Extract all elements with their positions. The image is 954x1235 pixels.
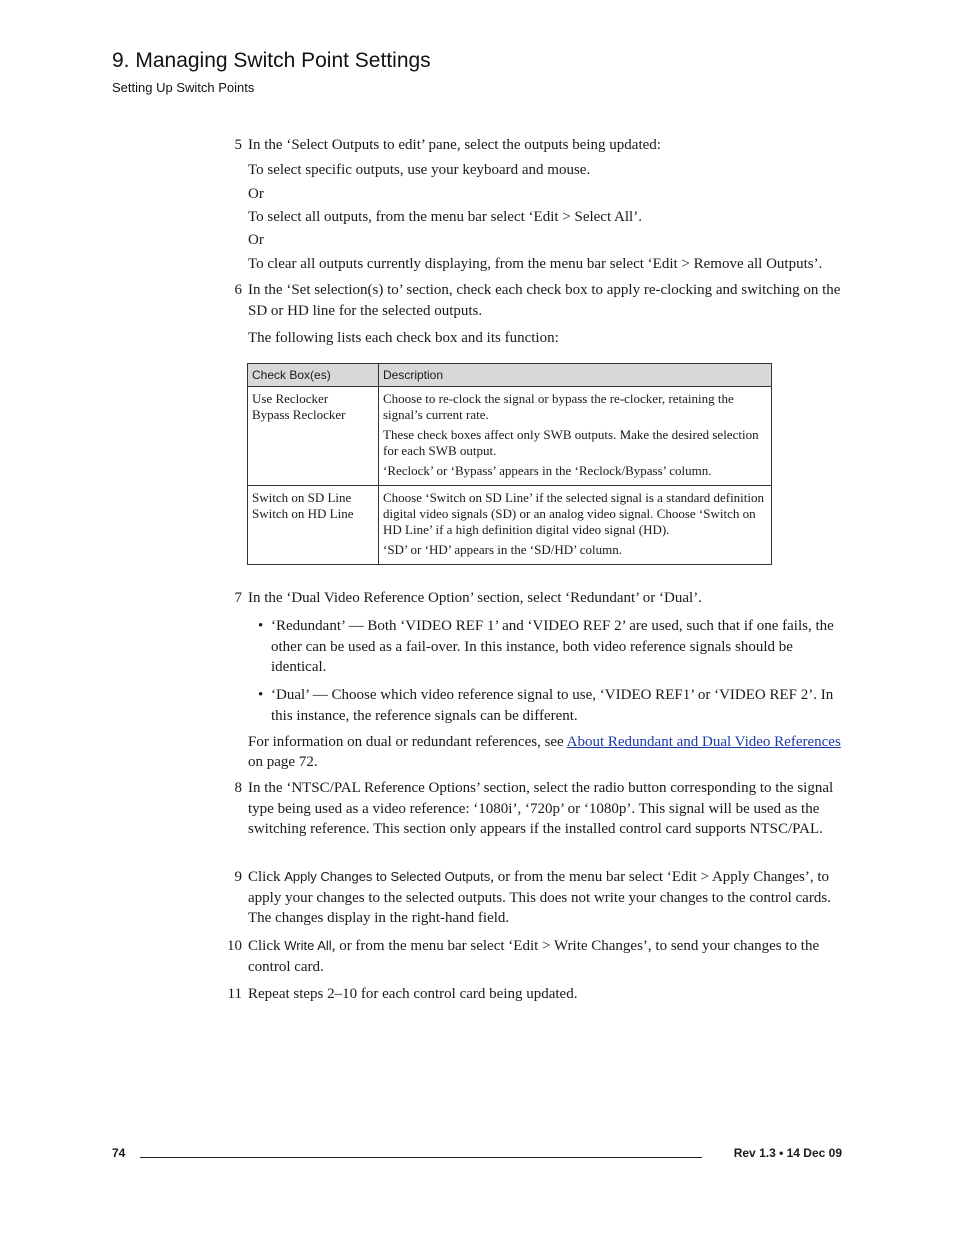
step-9 bbox=[200, 867, 845, 929]
check-box-cell bbox=[248, 387, 379, 486]
step-8 bbox=[200, 778, 845, 840]
column-header-check-boxes: Check Box(es) bbox=[248, 364, 379, 387]
page-number: 74 bbox=[112, 1146, 126, 1160]
step-10 bbox=[200, 936, 845, 977]
step-5-option-specific: To select specific outputs, use your keyboard and mouse. bbox=[248, 162, 591, 178]
step-text bbox=[248, 936, 845, 977]
step-text: In the ‘NTSC/PAL Reference Options’ section, select the radio button corresponding to the signal type being used as a video reference: ‘1080i’, ‘720p’ or ‘1080p’. This signal will be used as the switching reference. This section only appears if the installed control card supports NTSC/PAL. bbox=[248, 780, 834, 837]
table-row bbox=[248, 486, 772, 565]
redundant-dual-reference-link[interactable]: About Redundant and Dual Video References bbox=[566, 734, 841, 750]
step-7 bbox=[200, 588, 845, 609]
table-intro: The following lists each check box and its function: bbox=[248, 330, 559, 346]
step-number: 10 bbox=[227, 938, 242, 954]
description-text: ‘SD’ or ‘HD’ appears in the ‘SD/HD’ column. bbox=[383, 542, 622, 557]
step-5-option-clear: To clear all outputs currently displaying, from the menu bar select ‘Edit > Remove all Outputs’. bbox=[248, 256, 823, 272]
description-cell bbox=[379, 387, 772, 486]
step-prefix: Click bbox=[248, 869, 285, 885]
step-number: 8 bbox=[234, 780, 242, 796]
check-box-name: Switch on HD Line bbox=[252, 506, 354, 521]
step-6 bbox=[200, 280, 845, 321]
cross-reference-prefix: For information on dual or redundant references, see bbox=[248, 734, 567, 750]
step-suffix: , or from the menu bar select ‘Edit > Apply Changes’, to apply your changes to the selected outputs. This does not write your changes to the control cards. The changes display in the right-hand field. bbox=[248, 869, 831, 926]
footer-divider bbox=[140, 1157, 702, 1158]
description-cell bbox=[379, 486, 772, 565]
bullet-icon: • bbox=[258, 687, 264, 703]
cross-reference-suffix: on page 72. bbox=[248, 753, 318, 770]
description-text: These check boxes affect only SWB outputs. Make the desired selection for each SWB output. bbox=[383, 427, 759, 458]
step-text: Repeat steps 2–10 for each control card being updated. bbox=[248, 986, 578, 1002]
step-text: In the ‘Select Outputs to edit’ pane, select the outputs being updated: bbox=[248, 137, 661, 153]
bullet-redundant bbox=[248, 616, 845, 678]
step-number: 9 bbox=[234, 869, 242, 885]
section-title: Setting Up Switch Points bbox=[112, 80, 255, 95]
apply-changes-term: Apply Changes to Selected Outputs bbox=[284, 869, 491, 884]
check-box-name: Bypass Reclocker bbox=[252, 407, 346, 422]
bullet-icon: • bbox=[258, 618, 264, 634]
step-prefix: Click bbox=[248, 938, 285, 954]
check-box-name: Switch on SD Line bbox=[252, 490, 352, 505]
step-5-option-all: To select all outputs, from the menu bar select ‘Edit > Select All’. bbox=[248, 209, 642, 225]
step-number: 7 bbox=[234, 590, 242, 606]
bullet-text: ‘Dual’ — Choose which video reference signal to use, ‘VIDEO REF1’ or ‘VIDEO REF 2’. In this instance, the reference signals can be different. bbox=[271, 687, 834, 724]
step-11 bbox=[200, 984, 845, 1005]
step-5 bbox=[200, 135, 845, 156]
revision-label: Rev 1.3 • 14 Dec 09 bbox=[733, 1146, 842, 1160]
chapter-title: 9. Managing Switch Point Settings bbox=[112, 49, 431, 72]
description-text: ‘Reclock’ or ‘Bypass’ appears in the ‘Reclock/Bypass’ column. bbox=[383, 463, 712, 478]
bullet-dual bbox=[248, 685, 845, 726]
table-header-row bbox=[248, 364, 772, 387]
description-text: Choose ‘Switch on SD Line’ if the selected signal is a standard definition digital video signals (SD) or an analog video signal. Choose ‘Switch on HD Line’ if a high definition digital video signal (HD). bbox=[383, 490, 765, 537]
step-text: In the ‘Set selection(s) to’ section, check each check box to apply re-clocking and switching on the SD or HD line for the selected outputs. bbox=[248, 282, 841, 319]
step-number: 5 bbox=[234, 137, 242, 153]
table-row bbox=[248, 387, 772, 486]
step-number: 11 bbox=[227, 986, 242, 1002]
step-text bbox=[248, 867, 845, 929]
step-text: In the ‘Dual Video Reference Option’ section, select ‘Redundant’ or ‘Dual’. bbox=[248, 590, 702, 606]
bullet-text: ‘Redundant’ — Both ‘VIDEO REF 1’ and ‘VIDEO REF 2’ are used, such that if one fails, the other can be used as a fail-over. In this instance, both video reference signals should be identical. bbox=[271, 618, 834, 675]
or-separator: Or bbox=[248, 186, 264, 202]
step-suffix: , or from the menu bar select ‘Edit > Write Changes’, to send your changes to the control card. bbox=[248, 938, 820, 975]
column-header-description: Description bbox=[379, 364, 772, 387]
description-text: Choose to re-clock the signal or bypass the re-clocker, retaining the signal’s current rate. bbox=[383, 391, 734, 422]
step-number: 6 bbox=[234, 282, 242, 298]
or-separator: Or bbox=[248, 232, 264, 248]
write-all-term: Write All bbox=[284, 938, 332, 953]
check-box-name: Use Reclocker bbox=[252, 391, 329, 406]
check-box-table bbox=[247, 363, 772, 565]
cross-reference bbox=[248, 733, 845, 772]
check-box-cell bbox=[248, 486, 379, 565]
